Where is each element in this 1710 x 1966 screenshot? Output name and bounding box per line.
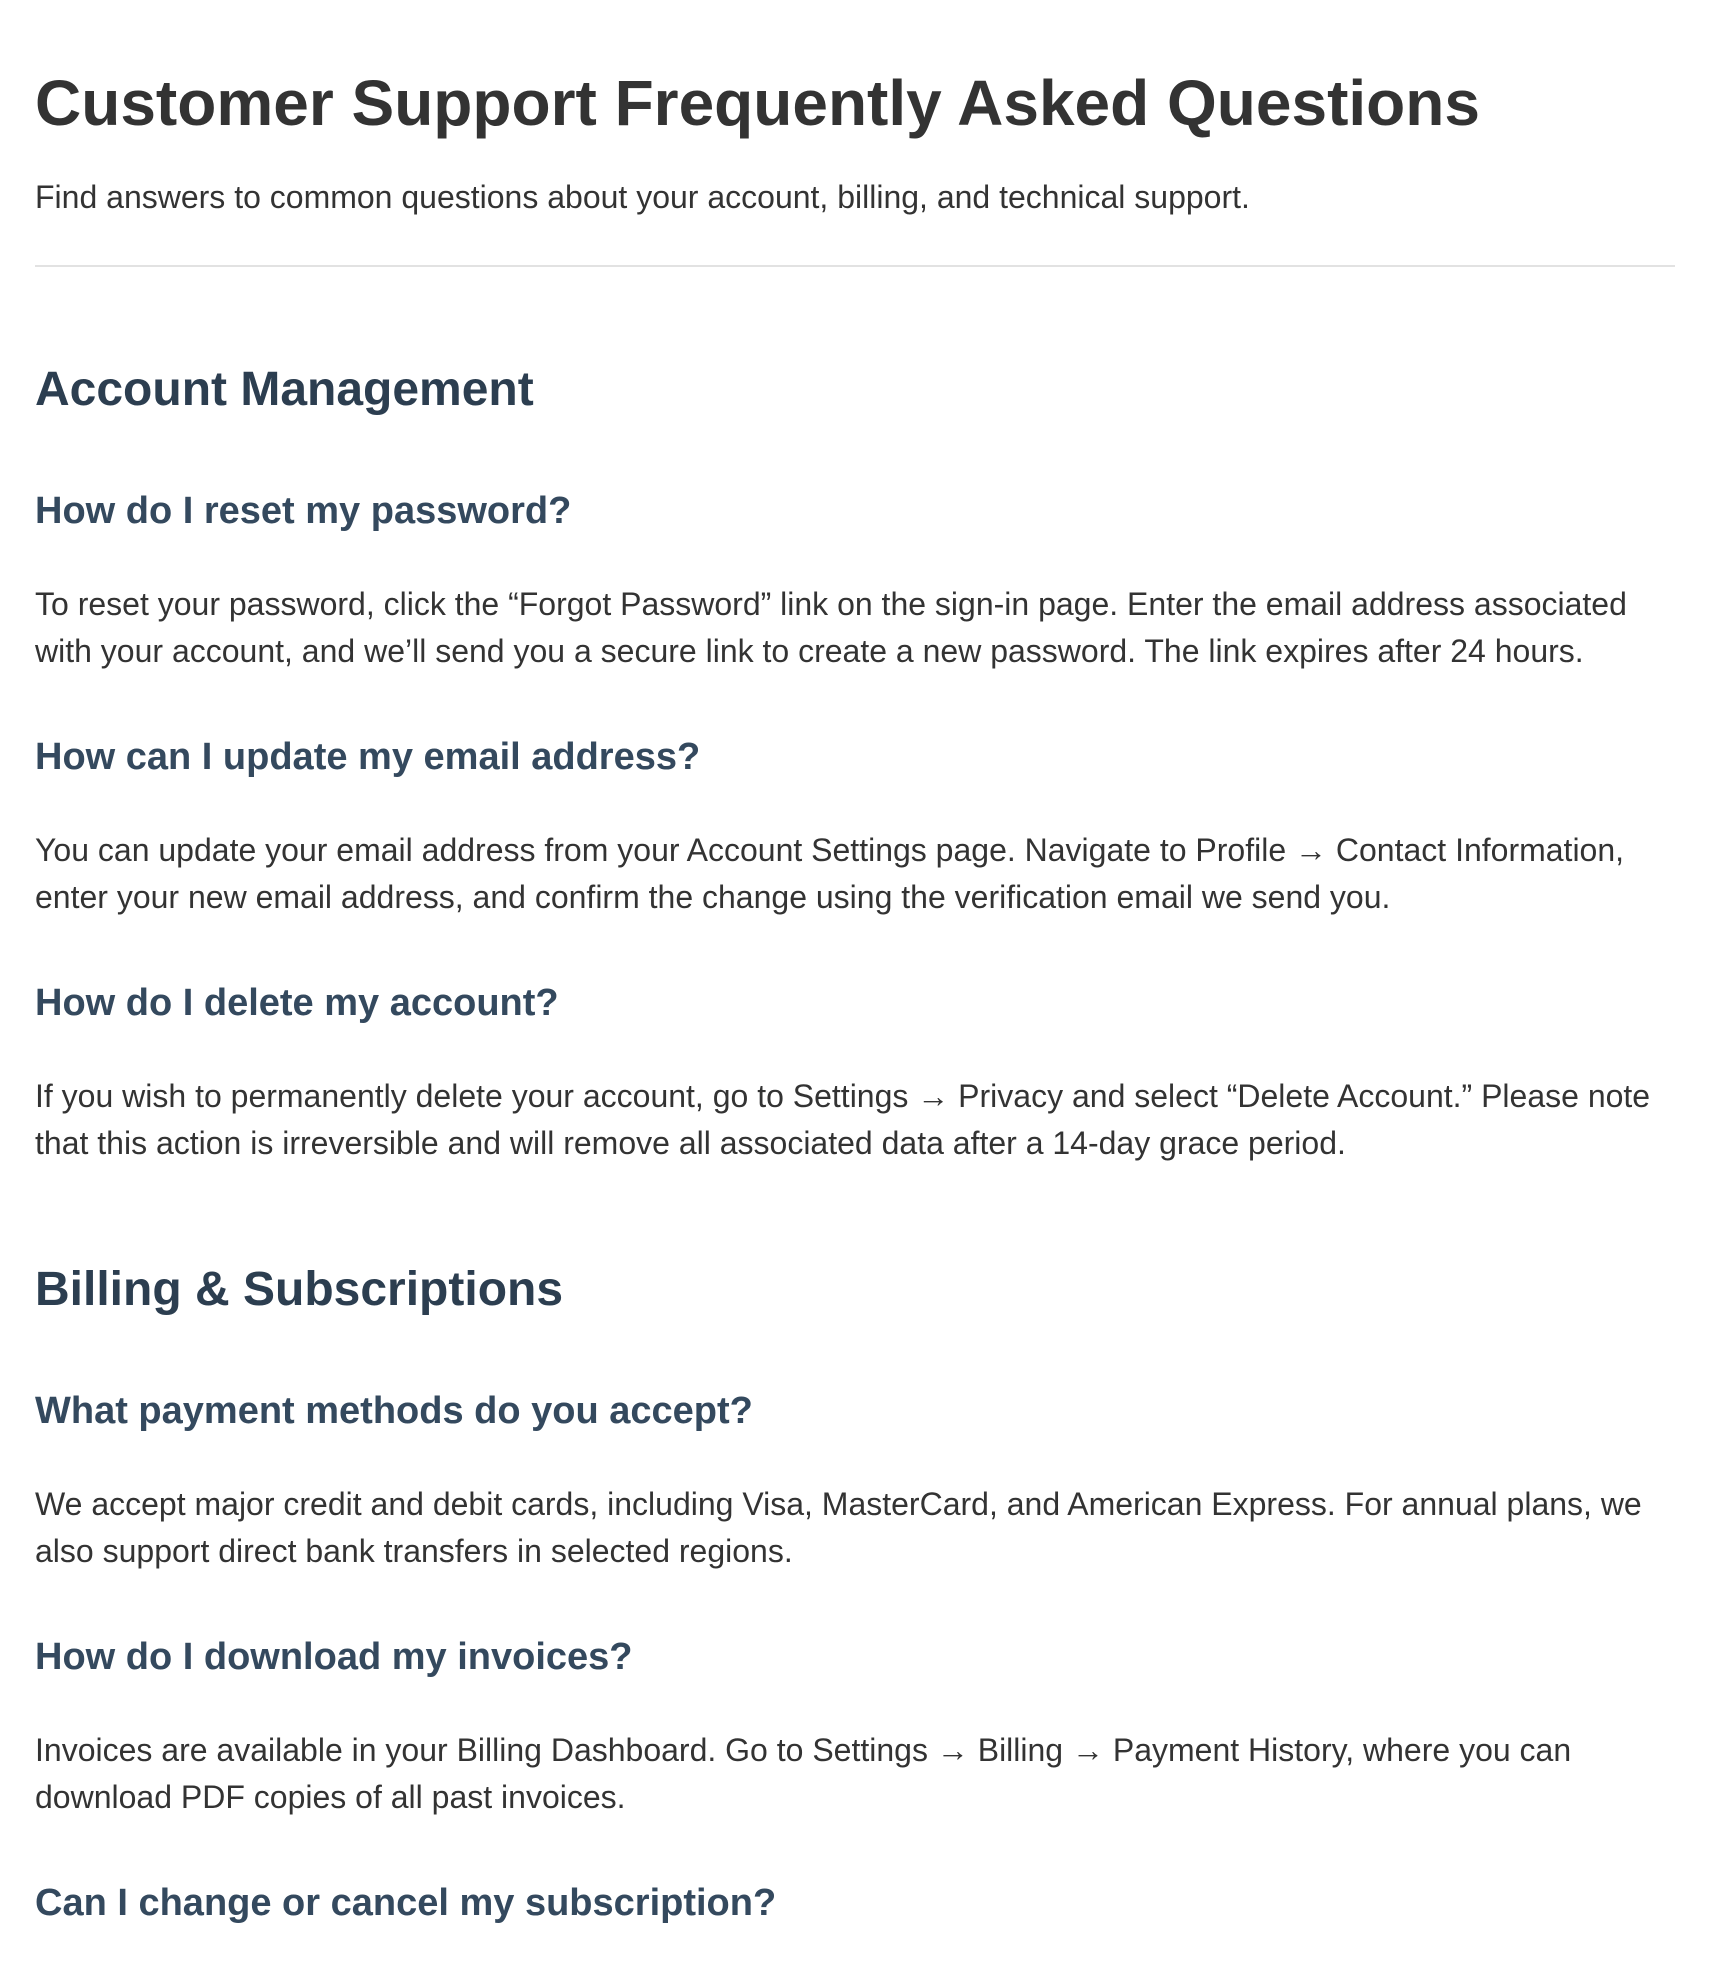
- divider: [35, 265, 1675, 267]
- faq-question-reset-password: How do I reset my password?: [35, 490, 572, 532]
- faq-answer-reset-password: To reset your password, click the “Forgot Password” link on the sign-in page. Enter the email address associated with your account, and we’ll send you a secure link to create a new password. The link expires after 24 hours.: [35, 586, 1627, 669]
- page-intro: Find answers to common questions about your account, billing, and technical support.: [35, 179, 1250, 215]
- faq-answer-download-invoices: Invoices are available in your Billing Dashboard. Go to Settings → Billing → Payment History, where you can download PDF copies of all past invoices.: [35, 1732, 1572, 1815]
- faq-answer-update-email: You can update your email address from your Account Settings page. Navigate to Profile → Contact Information, enter your new email address, and confirm the change using the verification email we send you.: [35, 832, 1625, 915]
- faq-question-download-invoices: How do I download my invoices?: [35, 1636, 633, 1678]
- faq-question-payment-methods: What payment methods do you accept?: [35, 1390, 753, 1432]
- section-heading-account-management: Account Management: [35, 363, 534, 416]
- faq-question-change-cancel-subscription: Can I change or cancel my subscription?: [35, 1882, 777, 1924]
- faq-question-delete-account: How do I delete my account?: [35, 982, 559, 1024]
- page-title: Customer Support Frequently Asked Questions: [35, 67, 1480, 139]
- faq-page: [35, 66, 1675, 1927]
- section-heading-billing-subscriptions: Billing & Subscriptions: [35, 1263, 564, 1316]
- section-billing-subscriptions: [35, 1261, 1675, 1927]
- section-account-management: [35, 361, 1675, 1167]
- faq-answer-payment-methods: We accept major credit and debit cards, including Visa, MasterCard, and American Express. For annual plans, we also support direct bank transfers in selected regions.: [35, 1486, 1642, 1569]
- faq-answer-delete-account: If you wish to permanently delete your account, go to Settings → Privacy and select “Delete Account.” Please note that this action is irreversible and will remove all associated data after a 14-day grace period.: [35, 1078, 1651, 1161]
- faq-question-update-email: How can I update my email address?: [35, 736, 701, 778]
